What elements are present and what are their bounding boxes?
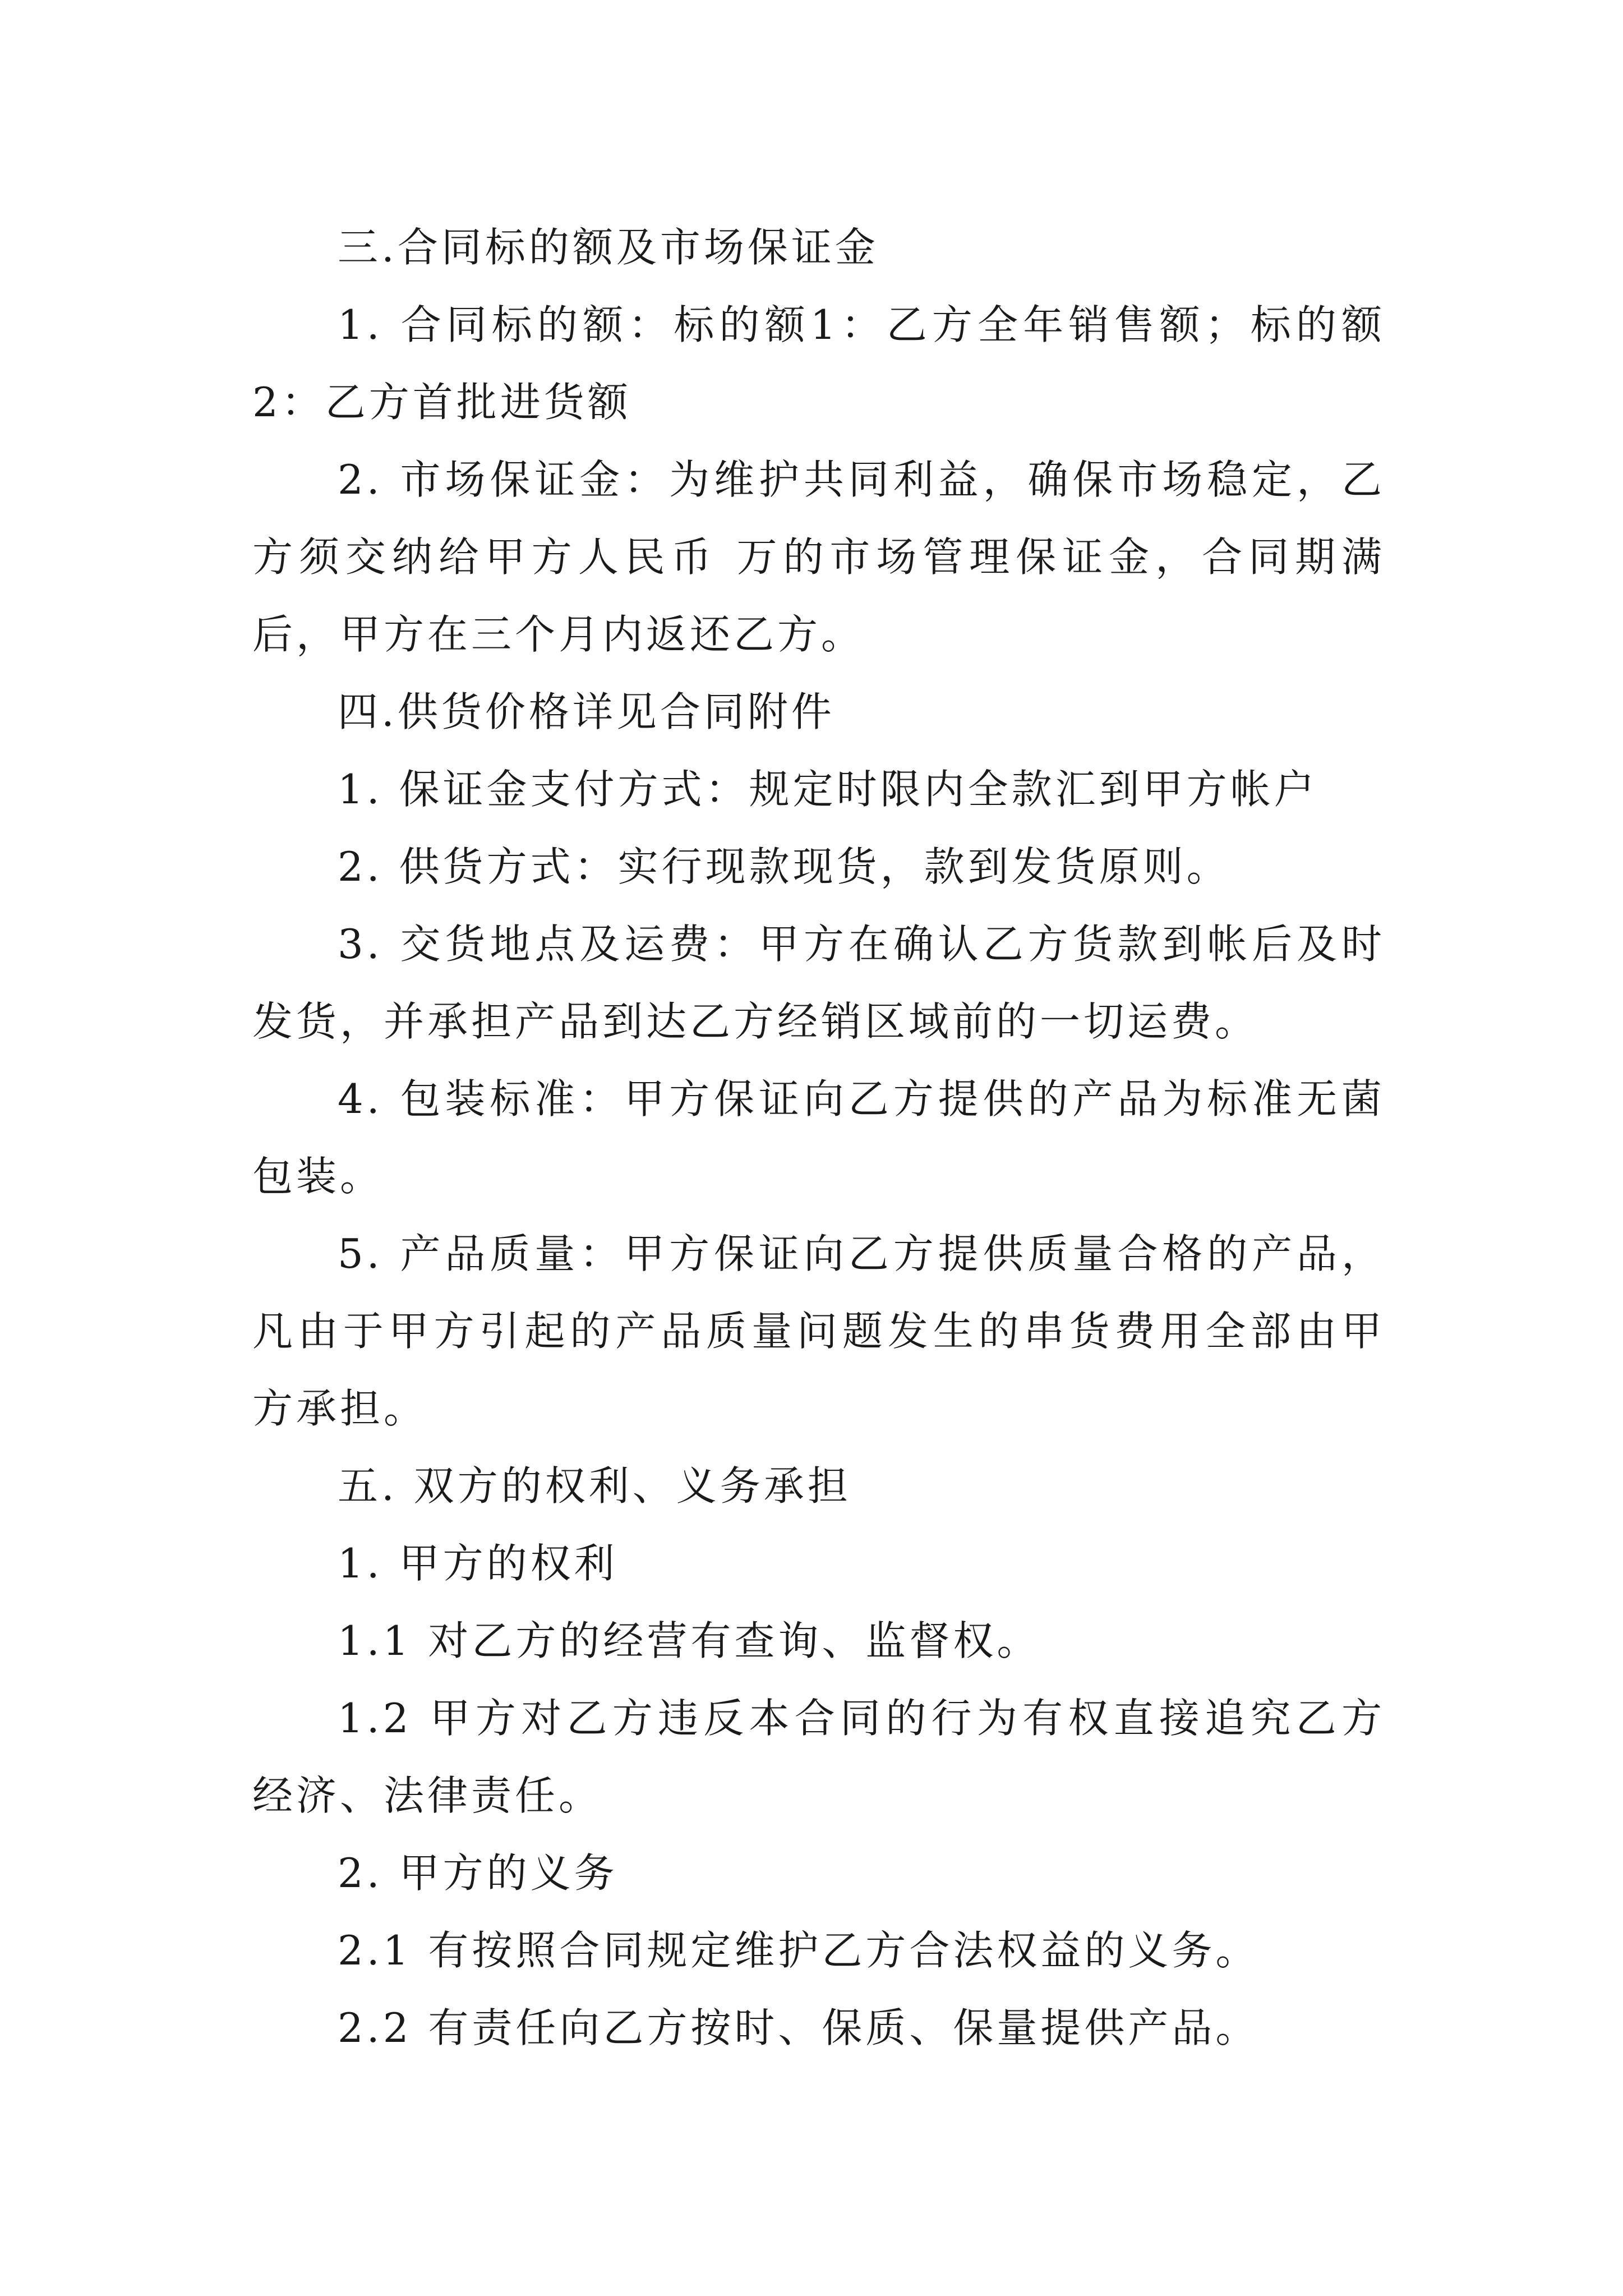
document-body (252, 209, 1385, 2067)
section-heading-3: 三.合同标的额及市场保证金 (338, 224, 879, 271)
section-heading-5: 五. 双方的权利、义务承担 (338, 1462, 851, 1510)
clause-5-2: 2. 甲方的义务 (338, 1849, 618, 1897)
clause-3-1: 1. 合同标的额：标的额1：乙方全年销售额；标的额2：乙方首批进货额 (252, 301, 1385, 426)
clause-4-2: 2. 供货方式：实行现款现货，款到发货原则。 (338, 843, 1230, 890)
section-heading-4: 四.供货价格详见合同附件 (338, 688, 835, 735)
clause-5-1-2: 1.2 甲方对乙方违反本合同的行为有权直接追究乙方经济、法律责任。 (252, 1695, 1385, 1819)
clause-4-3: 3. 交货地点及运费：甲方在确认乙方货款到帐后及时发货，并承担产品到达乙方经销区域前的一切运费。 (252, 921, 1385, 1045)
clause-5-2-2: 2.2 有责任向乙方按时、保质、保量提供产品。 (338, 2004, 1260, 2051)
clause-4-1: 1. 保证金支付方式：规定时限内全款汇到甲方帐户 (338, 766, 1318, 813)
clause-4-5: 5. 产品质量：甲方保证向乙方提供质量合格的产品，凡由于甲方引起的产品质量问题发生的串货费用全部由甲方承担。 (252, 1230, 1385, 1432)
clause-3-2: 2. 市场保证金：为维护共同利益，确保市场稳定，乙方须交纳给甲方人民币 万的市场管理保证金，合同期满后，甲方在三个月内返还乙方。 (252, 456, 1385, 658)
clause-5-1: 1. 甲方的权利 (338, 1540, 618, 1587)
clause-4-4: 4. 包装标准：甲方保证向乙方提供的产品为标准无菌包装。 (252, 1075, 1385, 1200)
clause-5-2-1: 2.1 有按照合同规定维护乙方合法权益的义务。 (338, 1927, 1260, 1974)
clause-5-1-1: 1.1 对乙方的经营有查询、监督权。 (338, 1617, 1041, 1664)
